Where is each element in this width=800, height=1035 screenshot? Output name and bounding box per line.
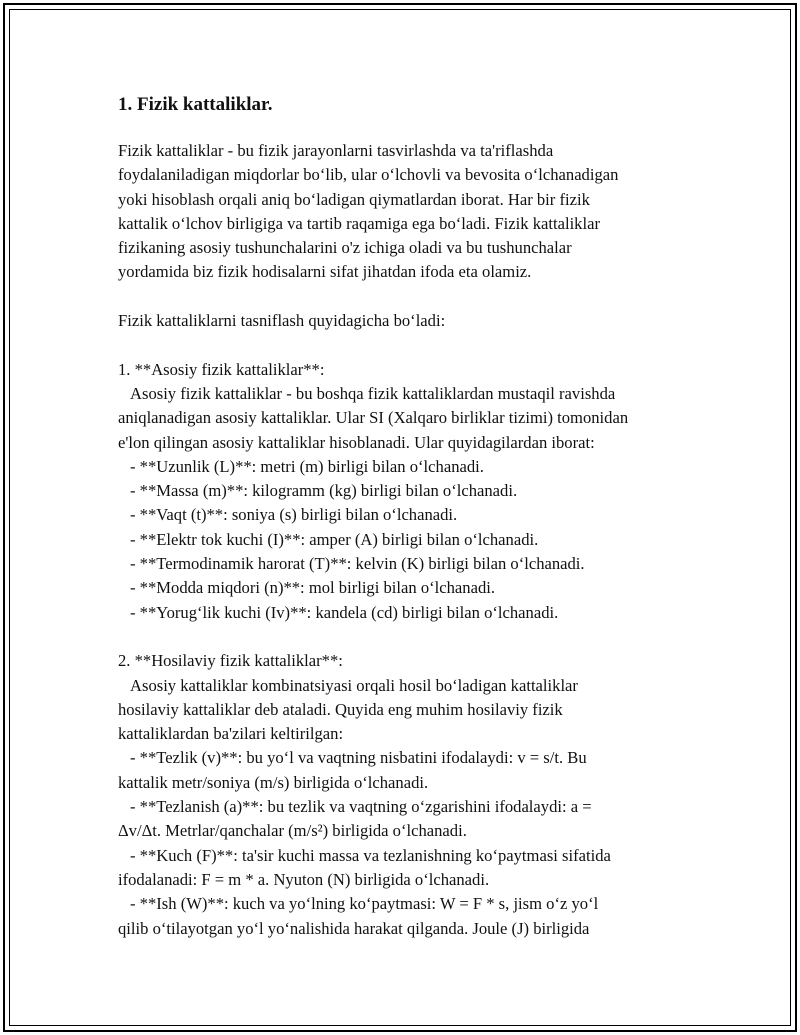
list-item-continuation: qilib o‘tilayotgan yo‘l yo‘nalishida harakat qilganda. Joule (J) birligida: [118, 918, 590, 938]
section-heading: 2. **Hosilaviy fizik kattaliklar**:: [118, 651, 343, 671]
text-line: yordamida biz fizik hodisalarni sifat jihatdan ifoda eta olamiz.: [118, 262, 532, 282]
list-item: - **Ish (W)**: kuch va yo‘lning ko‘paytmasi: W = F * s, jism o‘z yo‘l: [130, 894, 599, 914]
classification-intro: [118, 309, 678, 333]
text-line: yoki hisoblash orqali aniq bo‘ladigan qiymatlardan iborat. Har bir fizik: [118, 189, 590, 209]
section-heading: 1. **Asosiy fizik kattaliklar**:: [118, 359, 325, 379]
text-line: fizikaning asosiy tushunchalarini o'z ichiga oladi va bu tushunchalar: [118, 238, 572, 258]
list-item: - **Termodinamik harorat (T)**: kelvin (K) birligi bilan o‘lchanadi.: [130, 554, 585, 574]
text-line: Asosiy kattaliklar kombinatsiyasi orqali hosil bo‘ladigan kattaliklar: [130, 675, 578, 695]
text-line: hosilaviy kattaliklar deb ataladi. Quyida eng muhim hosilaviy fizik: [118, 699, 563, 719]
text-line: aniqlanadigan asosiy kattaliklar. Ular SI (Xalqaro birliklar tizimi) tomonidan: [118, 408, 629, 428]
list-item: - **Tezlik (v)**: bu yo‘l va vaqtning nisbatini ifodalaydi: v = s/t. Bu: [130, 748, 587, 768]
text-line: Fizik kattaliklar - bu fizik jarayonlarni tasvirlashda va ta'riflashda: [118, 141, 554, 160]
list-item: - **Modda miqdori (n)**: mol birligi bilan o‘lchanadi.: [130, 578, 495, 598]
text-line: Fizik kattaliklarni tasniflash quyidagicha bo‘ladi:: [118, 311, 446, 331]
text-line: kattalik o‘lchov birligiga va tartib raqamiga ega bo‘ladi. Fizik kattaliklar: [118, 213, 600, 233]
section-derived-quantities: [118, 649, 678, 941]
intro-paragraph: [118, 139, 678, 285]
list-item-continuation: kattalik metr/soniya (m/s) birligida o‘lchanadi.: [118, 772, 429, 792]
list-item-continuation: ifodalanadi: F = m * a. Nyuton (N) birligida o‘lchanadi.: [118, 869, 490, 889]
list-item: - **Vaqt (t)**: soniya (s) birligi bilan o‘lchanadi.: [130, 505, 458, 525]
list-item: - **Tezlanish (a)**: bu tezlik va vaqtning o‘zgarishini ifodalaydi: a =: [130, 797, 592, 817]
list-item: - **Kuch (F)**: ta'sir kuchi massa va tezlanishning ko‘paytmasi sifatida: [130, 845, 611, 865]
list-item: - **Uzunlik (L)**: metri (m) birligi bilan o‘lchanadi.: [130, 456, 484, 476]
text-line: Asosiy fizik kattaliklar - bu boshqa fizik kattaliklardan mustaqil ravishda: [130, 383, 616, 403]
list-item-continuation: Δv/Δt. Metrlar/qanchalar (m/s²) birligida o‘lchanadi.: [118, 821, 467, 841]
page-title: 1. Fizik kattaliklar.: [118, 94, 273, 115]
text-line: foydalaniladigan miqdorlar bo‘lib, ular o‘lchovli va bevosita o‘lchanadigan: [118, 165, 619, 185]
list-item: - **Massa (m)**: kilogramm (kg) birligi bilan o‘lchanadi.: [130, 481, 518, 501]
text-line: e'lon qilingan asosiy kattaliklar hisoblanadi. Ular quyidagilardan iborat:: [118, 432, 595, 452]
section-basic-quantities: [118, 358, 678, 625]
text-line: kattaliklardan ba'zilari keltirilgan:: [118, 724, 344, 744]
list-item: - **Yorug‘lik kuchi (Iv)**: kandela (cd) birligi bilan o‘lchanadi.: [130, 602, 559, 622]
document-body: [118, 92, 678, 941]
list-item: - **Elektr tok kuchi (I)**: amper (A) birligi bilan o‘lchanadi.: [130, 529, 539, 549]
